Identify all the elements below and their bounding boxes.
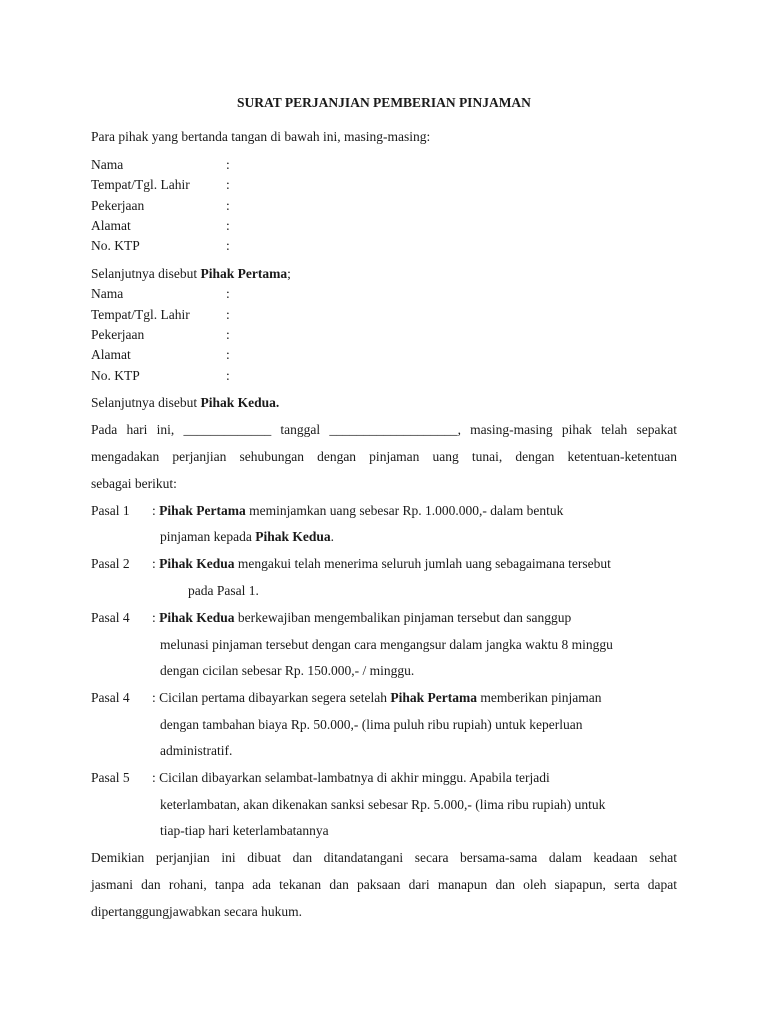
field-colon: : <box>226 307 230 322</box>
pasal-2-line-1 <box>152 556 611 572</box>
pasal-text: memberikan pinjaman <box>477 690 602 705</box>
pasal-bold-term: Pihak Kedua <box>159 556 235 571</box>
pasal-text: pinjaman kepada <box>160 529 256 544</box>
pasal-5-line-3: tiap-tiap hari keterlambatannya <box>160 823 329 838</box>
pasal-text: : <box>152 610 160 625</box>
field-colon: : <box>226 238 230 253</box>
field-colon: : <box>226 177 230 192</box>
field-colon: : <box>226 157 230 172</box>
pihak-suffix: ; <box>287 266 291 281</box>
pasal-4-line-1 <box>152 690 602 706</box>
pasal-3-line-1 <box>152 610 571 626</box>
pasal-label: Pasal 4 <box>91 610 130 625</box>
pasal-text: : <box>152 503 160 518</box>
agreement-line-1: Pada hari ini, _____________ tanggal ___________________, masing-masing pihak telah sepakat <box>91 422 677 437</box>
pasal-text: : Cicilan pertama dibayarkan segera setelah <box>152 690 391 705</box>
field-label-ktp: No. KTP <box>91 368 140 383</box>
field-label-alamat: Alamat <box>91 218 131 233</box>
pasal-1-line-1 <box>152 503 563 519</box>
pasal-text: berkewajiban mengembalikan pinjaman tersebut dan sanggup <box>234 610 572 625</box>
field-colon: : <box>226 327 230 342</box>
pasal-label: Pasal 2 <box>91 556 130 571</box>
pasal-1-line-2 <box>160 529 334 545</box>
closing-line-2: jasmani dan rohani, tanpa ada tekanan dan paksaan dari manapun dan oleh siapapun, serta dapat <box>91 877 677 892</box>
agreement-line-2: mengadakan perjanjian sehubungan dengan pinjaman uang tunai, dengan ketentuan-ketentuan <box>91 449 677 464</box>
pasal-label: Pasal 1 <box>91 503 130 518</box>
pasal-text: meminjamkan uang sebesar Rp. 1.000.000,- dalam bentuk <box>245 503 564 518</box>
pihak-kedua-label: Pihak Kedua. <box>200 395 280 410</box>
pasal-3-line-3: dengan cicilan sebesar Rp. 150.000,- / minggu. <box>160 663 415 678</box>
intro-text: Para pihak yang bertanda tangan di bawah ini, masing-masing: <box>91 129 431 144</box>
pihak-prefix: Selanjutnya disebut <box>91 395 201 410</box>
field-colon: : <box>226 347 230 362</box>
field-colon: : <box>226 286 230 301</box>
pasal-5-line-2: keterlambatan, akan dikenakan sanksi sebesar Rp. 5.000,- (lima ribu rupiah) untuk <box>160 797 606 812</box>
pasal-bold-term: Pihak Pertama <box>390 690 478 705</box>
pihak-pertama-label: Pihak Pertama <box>200 266 288 281</box>
pasal-2-line-2: pada Pasal 1. <box>188 583 259 598</box>
field-label-pekerjaan: Pekerjaan <box>91 198 145 213</box>
pihak-prefix: Selanjutnya disebut <box>91 266 201 281</box>
pasal-bold-term: Pihak Kedua <box>159 610 235 625</box>
pasal-text: : <box>152 556 160 571</box>
pasal-bold-term: Pihak Kedua <box>255 529 331 544</box>
field-colon: : <box>226 218 230 233</box>
pasal-4-line-3: administratif. <box>160 743 233 758</box>
field-label-alamat: Alamat <box>91 347 131 362</box>
pasal-text: mengakui telah menerima seluruh jumlah uang sebagaimana tersebut <box>234 556 611 571</box>
pasal-label: Pasal 5 <box>91 770 130 785</box>
field-label-pekerjaan: Pekerjaan <box>91 327 145 342</box>
pasal-text: . <box>330 529 334 544</box>
pasal-4-line-2: dengan tambahan biaya Rp. 50.000,- (lima puluh ribu rupiah) untuk keperluan <box>160 717 583 732</box>
field-label-nama: Nama <box>91 157 124 172</box>
pasal-bold-term: Pihak Pertama <box>159 503 246 518</box>
closing-line-3: dipertanggungjawabkan secara hukum. <box>91 904 303 919</box>
agreement-line-3: sebagai berikut: <box>91 476 177 491</box>
field-label-ktp: No. KTP <box>91 238 140 253</box>
field-label-ttl: Tempat/Tgl. Lahir <box>91 307 190 322</box>
field-colon: : <box>226 368 230 383</box>
pasal-3-line-2: melunasi pinjaman tersebut dengan cara mengangsur dalam jangka waktu 8 minggu <box>160 637 613 652</box>
pihak-kedua-line <box>91 395 279 411</box>
pasal-5-line-1: : Cicilan dibayarkan selambat-lambatnya di akhir minggu. Apabila terjadi <box>152 770 550 785</box>
pihak-pertama-line <box>91 266 291 282</box>
field-label-nama: Nama <box>91 286 124 301</box>
field-label-ttl: Tempat/Tgl. Lahir <box>91 177 190 192</box>
closing-line-1: Demikian perjanjian ini dibuat dan ditandatangani secara bersama-sama dalam keadaan sehat <box>91 850 677 865</box>
document-title: SURAT PERJANJIAN PEMBERIAN PINJAMAN <box>237 95 531 110</box>
field-colon: : <box>226 198 230 213</box>
pasal-label: Pasal 4 <box>91 690 130 705</box>
